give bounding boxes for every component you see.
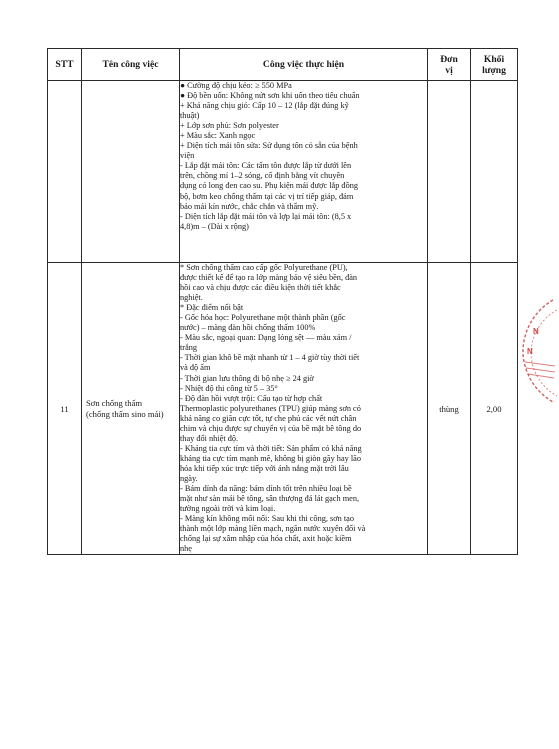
desc-line: và độ ẩm [180, 363, 211, 373]
desc-line: - Gốc hóa học: Polyurethane một thành phần (gốc [180, 313, 346, 323]
desc-line: * Đặc điểm nổi bật [180, 303, 244, 313]
desc-line: dụng có long đen cao su. Phụ kiện mái được lắp đồng [180, 181, 359, 191]
desc-line: nhẹ [180, 544, 192, 554]
desc-line: nghiệt. [180, 293, 203, 303]
desc-line: hóa khi tiếp xúc trực tiếp với ánh nắng mặt trời lâu [180, 463, 349, 473]
desc-line: bảo mái kín nước, chắc chắn và thẩm mỹ. [180, 201, 319, 211]
header-stt: STT [48, 49, 82, 81]
desc-line: trên, chồng mí 1–2 sóng, cố định bằng vít chuyên [180, 171, 345, 181]
header-don-vi [428, 49, 471, 81]
desc-line: - Kháng tia cực tím và thời tiết: Sản phẩm có khả năng [180, 443, 362, 453]
row2-name [82, 263, 180, 555]
desc-line: khả năng co giãn cực tốt, tự che phủ các vết nứt chân [180, 413, 357, 423]
desc-line: + Lớp sơn phủ: Sơn polyester [180, 121, 279, 131]
header-khoi-luong-line1: Khối [483, 53, 505, 65]
header-cong-viec-thuc-hien: Công việc thực hiện [180, 49, 428, 81]
desc-line: - Màu sắc, ngoại quan: Dạng lỏng sệt — màu xám / [180, 333, 352, 343]
desc-line: hồi cao và chịu được các điều kiện thời tiết khắc [180, 283, 341, 293]
desc-line: ngày. [180, 473, 198, 483]
header-khoi-luong [471, 49, 518, 81]
row1-description [180, 81, 428, 263]
desc-line: thành một lớp màng liền mạch, ngăn nước xuyên đối và [180, 524, 366, 534]
header-ten-cong-viec: Tên công việc [82, 49, 180, 81]
row2-name-line1: Sơn chống thấm [86, 398, 143, 409]
row1-quantity-cell [471, 81, 518, 263]
row2-description [180, 263, 428, 555]
desc-line: - Bám dính đa năng: bám dính tốt trên nhiều loại bề [180, 484, 352, 494]
work-table [47, 48, 518, 555]
desc-line: - Diện tích lắp đặt mái tôn và lợp lại mái tôn: (8,5 x [180, 211, 352, 221]
row1-name-cell [82, 81, 180, 263]
table-header-row [48, 49, 518, 81]
desc-line: - Thời gian lưu thông đi bộ nhẹ ≥ 24 giờ [180, 373, 314, 383]
row2-stt: 11 [48, 263, 82, 555]
row2-quantity: 2,00 [471, 263, 518, 555]
desc-line: + Màu sắc: Xanh ngọc [180, 131, 256, 141]
header-khoi-luong-line2: lượng [482, 64, 506, 76]
desc-line: được thiết kế để tạo ra lớp màng bảo vệ siêu bền, đàn [180, 273, 358, 283]
red-stamp-seal [519, 296, 559, 406]
desc-line: thuật) [180, 111, 200, 121]
row2-unit: thùng [428, 263, 471, 555]
row1-stt-cell [48, 81, 82, 263]
desc-line: tường ngoài trời và kim loại. [180, 504, 276, 514]
desc-line: - Nhiệt độ thi công từ 5 – 35° [180, 383, 278, 393]
desc-line: + Khả năng chịu gió: Cấp 10 – 12 (lắp đặt đúng kỹ [180, 101, 349, 111]
desc-line: Thermoplastic polyurethanes (TPU) giúp màng sơn có [180, 403, 361, 413]
desc-line: - Độ đàn hồi vượt trội: Cấu tạo từ hợp chất [180, 393, 323, 403]
desc-line: + Diện tích mái tôn sửa: Sử dụng tôn cỏ sẵn của bệnh [180, 141, 358, 151]
table-row [48, 263, 518, 555]
desc-line: ● Cường độ chịu kéo: ≥ 550 MPa [180, 81, 292, 90]
desc-line: thay đổi nhiệt độ. [180, 433, 239, 443]
row2-name-line2: (chống thấm sino mái) [86, 408, 164, 419]
desc-line: bộ, bơm keo chống thấm tại các vị trí tiếp giáp, đảm [180, 191, 354, 201]
header-don-vi-line2: vị [445, 64, 453, 76]
desc-line: chim và chịu được sự chuyển vị của bề mặt bê tông do [180, 423, 362, 433]
desc-line: mặt như sàn mái bê tông, sân thượng đá lát gạch men, [180, 494, 360, 504]
header-don-vi-line1: Đơn [440, 53, 458, 65]
desc-line: kháng tia cực tím mạnh mẽ, không bị giòn gãy hay lão [180, 453, 361, 463]
desc-line: 4,8)m – (Dài x rộng) [180, 221, 249, 231]
desc-line: viện [180, 151, 195, 161]
desc-line: trắng [180, 343, 198, 353]
desc-line: * Sơn chống thấm cao cấp gốc Polyurethane (PU), [180, 263, 348, 272]
desc-line: ● Độ bền uốn: Không nứt sơn khi uốn theo tiêu chuẩn [180, 91, 360, 101]
desc-line: nước) – màng đàn hồi chống thấm 100% [180, 323, 316, 333]
desc-line: chống lại sự xâm nhập của hóa chất, axit hoặc kiềm [180, 534, 352, 544]
desc-line: - Thời gian khô bề mặt nhanh từ 1 – 4 giờ tùy thời tiết [180, 353, 360, 363]
svg-text:N: N [527, 347, 533, 356]
table-row [48, 81, 518, 263]
svg-text:N: N [533, 327, 539, 336]
desc-line: - Lắp đặt mái tôn: Các tấm tôn được lắp từ dưới lên [180, 161, 352, 171]
desc-line: - Màng kín không mối nối: Sau khi thi công, sơn tạo [180, 514, 355, 524]
row1-unit-cell [428, 81, 471, 263]
